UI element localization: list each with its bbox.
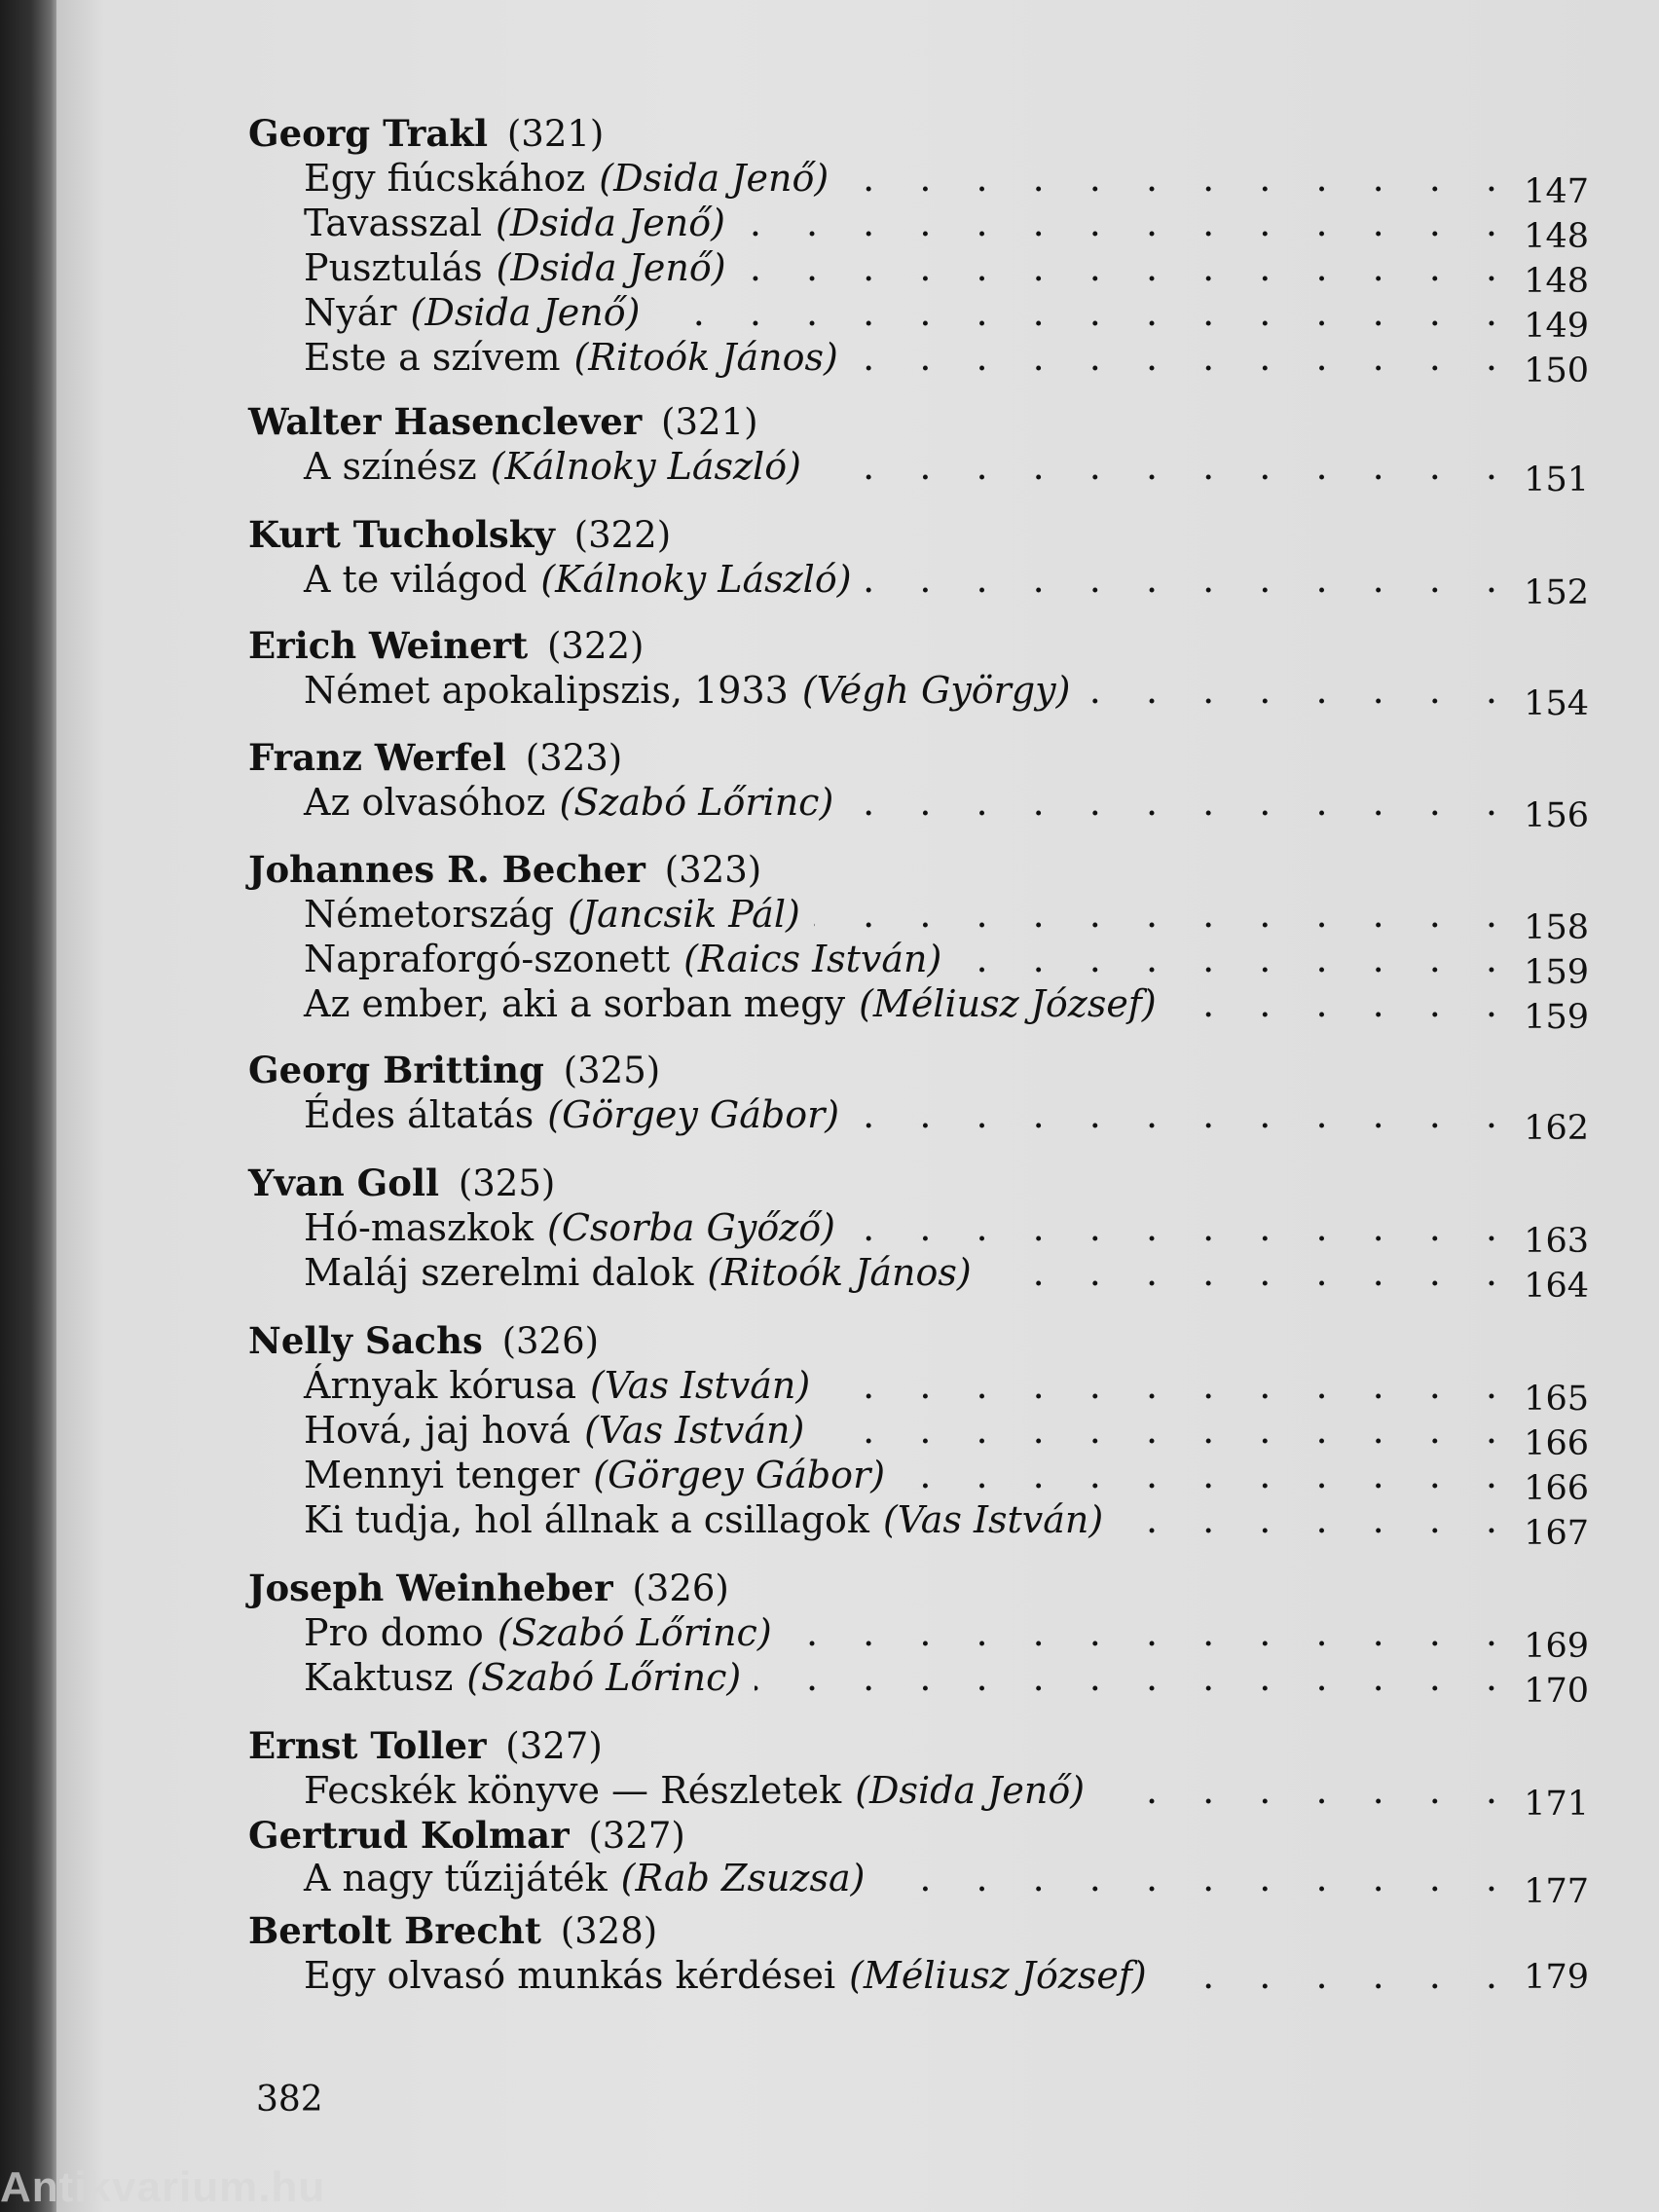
- page-number: 163: [1524, 1222, 1589, 1261]
- page-number: 159: [1524, 998, 1589, 1037]
- toc-entry[interactable]: [304, 1250, 1589, 1306]
- page-number: 171: [1524, 1785, 1589, 1824]
- page-number: 152: [1524, 573, 1589, 612]
- translator: (Végh György): [801, 669, 1071, 712]
- poem-title: Maláj szerelmi dalok: [304, 1251, 694, 1294]
- page-number: 164: [1524, 1267, 1589, 1306]
- poem-title: Német apokalipszis, 1933: [304, 669, 789, 712]
- toc-entry[interactable]: [304, 1497, 1589, 1553]
- poem-title: Nyár: [304, 291, 397, 334]
- page-number: 158: [1524, 908, 1589, 947]
- poem-title: Árnyak kórusa: [304, 1364, 577, 1407]
- page-number: 170: [1524, 1672, 1589, 1711]
- leader-dots: [653, 290, 1497, 335]
- translator: (Raics István): [683, 938, 942, 980]
- toc-entry[interactable]: [304, 780, 1589, 835]
- page-number: 156: [1524, 796, 1589, 835]
- poem-title: Kaktusz: [304, 1656, 454, 1699]
- toc-entry[interactable]: [304, 1408, 1589, 1463]
- author-name: Georg Trakl: [248, 112, 489, 155]
- translator: (Ritoók János): [707, 1251, 972, 1294]
- translator: (Szabó Lőrinc): [497, 1611, 772, 1654]
- author-heading: [248, 623, 1514, 669]
- author-heading: [248, 111, 1514, 157]
- author-name: Johannes R. Becher: [248, 848, 645, 891]
- toc-entry[interactable]: [304, 1610, 1589, 1666]
- translator: (Vas István): [882, 1498, 1104, 1541]
- translator: (Vas István): [590, 1364, 811, 1407]
- poem-title: Napraforgó-szonett: [304, 938, 671, 980]
- toc-entry[interactable]: [304, 1092, 1589, 1148]
- toc-entry[interactable]: [304, 981, 1589, 1037]
- author-name: Erich Weinert: [248, 624, 529, 667]
- translator: (Ritoók János): [573, 336, 838, 379]
- poem-title: Hová, jaj hová: [304, 1409, 571, 1452]
- translator: (Dsida Jenő): [496, 202, 725, 244]
- author-heading: [248, 1908, 1514, 1954]
- poem-title: Tavasszal: [304, 202, 483, 244]
- toc-entry[interactable]: [304, 1953, 1589, 1998]
- author-page-ref: (326): [501, 1320, 600, 1362]
- leader-dots: [818, 1408, 1497, 1453]
- leader-dots: [824, 1363, 1497, 1408]
- toc-entry[interactable]: [304, 335, 1589, 390]
- toc-entry[interactable]: [304, 156, 1589, 211]
- page-number: 179: [1524, 1958, 1589, 1997]
- toc-entry[interactable]: [304, 444, 1589, 499]
- translator: (Jancsik Pál): [568, 893, 800, 936]
- poem-title: Az ember, aki a sorban megy: [304, 982, 846, 1025]
- toc-entry[interactable]: [304, 245, 1589, 301]
- translator: (Kálnoky László): [540, 558, 852, 601]
- leader-dots: [739, 201, 1497, 245]
- author-heading: [248, 1318, 1514, 1364]
- toc-entry[interactable]: [304, 937, 1589, 992]
- poem-title: A nagy tűzijáték: [304, 1857, 608, 1899]
- author-name: Yvan Goll: [248, 1161, 440, 1204]
- translator: (Csorba Győző): [547, 1206, 835, 1249]
- toc-entry[interactable]: [304, 1856, 1589, 1911]
- author-heading: [248, 512, 1514, 558]
- translator: (Méliusz József): [859, 982, 1157, 1025]
- author-heading: [248, 1566, 1514, 1611]
- author-heading: [248, 1723, 1514, 1769]
- author-heading: [248, 847, 1514, 893]
- author-heading: [248, 735, 1514, 781]
- author-page-ref: (323): [525, 737, 623, 779]
- author-page-ref: (327): [505, 1725, 603, 1767]
- poem-title: Egy olvasó munkás kérdései: [304, 1954, 836, 1997]
- leader-dots: [814, 892, 1497, 937]
- leader-dots: [847, 780, 1497, 825]
- translator: (Méliusz József): [849, 1954, 1147, 1997]
- toc-entry[interactable]: [304, 201, 1589, 256]
- page-number: 150: [1524, 351, 1589, 390]
- author-page-ref: (325): [458, 1162, 556, 1204]
- author-heading: [248, 399, 1514, 445]
- leader-dots: [755, 1655, 1497, 1700]
- watermark: Antikvarium.hu: [0, 2163, 326, 2211]
- page-number: 148: [1524, 217, 1589, 256]
- leader-dots: [878, 1856, 1497, 1900]
- poem-title: Pro domo: [304, 1611, 484, 1654]
- author-page-ref: (322): [547, 625, 645, 667]
- author-heading: [248, 1813, 1514, 1859]
- author-page-ref: (321): [506, 113, 605, 155]
- author-name: Kurt Tucholsky: [248, 513, 555, 556]
- leader-dots: [849, 1205, 1497, 1250]
- poem-title: Fecskék könyve — Részletek: [304, 1769, 842, 1812]
- page-number: 148: [1524, 262, 1589, 301]
- page-number: 162: [1524, 1109, 1589, 1148]
- leader-dots: [985, 1250, 1497, 1295]
- poem-title: Ki tudja, hol állnak a csillagok: [304, 1498, 869, 1541]
- translator: (Dsida Jenő): [855, 1769, 1086, 1812]
- author-name: Walter Hasenclever: [248, 400, 643, 443]
- poem-title: Hó-maszkok: [304, 1206, 534, 1249]
- leader-dots: [1161, 1953, 1497, 1998]
- author-page-ref: (326): [632, 1567, 729, 1609]
- toc-entry[interactable]: [304, 1205, 1589, 1261]
- author-page-ref: (328): [560, 1910, 658, 1952]
- author-page-ref: (327): [588, 1815, 685, 1857]
- leader-dots: [899, 1453, 1497, 1497]
- poem-title: A színész: [304, 445, 477, 488]
- author-name: Joseph Weinheber: [248, 1567, 613, 1609]
- page-number: 166: [1524, 1424, 1589, 1463]
- page-number: 154: [1524, 684, 1589, 723]
- author-page-ref: (322): [573, 514, 672, 556]
- translator: (Görgey Gábor): [593, 1454, 886, 1496]
- page-number: 166: [1524, 1469, 1589, 1508]
- author-name: Franz Werfel: [248, 736, 506, 779]
- toc-entry[interactable]: [304, 1453, 1589, 1508]
- translator: (Dsida Jenő): [599, 157, 830, 200]
- leader-dots: [853, 1092, 1497, 1137]
- page-number: 147: [1524, 172, 1589, 211]
- translator: (Vas István): [584, 1409, 805, 1452]
- leader-dots: [1117, 1497, 1497, 1542]
- author-name: Nelly Sachs: [248, 1319, 483, 1362]
- translator: (Kálnoky László): [490, 445, 801, 488]
- page-number: 165: [1524, 1380, 1589, 1419]
- author-heading: [248, 1048, 1514, 1093]
- translator: (Rab Zsuzsa): [620, 1857, 866, 1899]
- poem-title: Németország: [304, 893, 555, 936]
- author-heading: [248, 1161, 1514, 1206]
- leader-dots: [1098, 1768, 1497, 1813]
- poem-title: Egy fiúcskához: [304, 157, 586, 200]
- translator: (Szabó Lőrinc): [466, 1656, 742, 1699]
- translator: (Szabó Lőrinc): [559, 781, 834, 824]
- page-number-footer: 382: [256, 2080, 323, 2120]
- translator: (Dsida Jenő): [496, 246, 726, 289]
- poem-title: A te világod: [304, 558, 528, 601]
- page-number: 149: [1524, 307, 1589, 346]
- author-page-ref: (325): [563, 1050, 661, 1091]
- poem-title: Pusztulás: [304, 246, 483, 289]
- leader-dots: [740, 245, 1497, 290]
- toc-entry[interactable]: [304, 290, 1589, 346]
- page-number: 151: [1524, 461, 1589, 499]
- toc-entry[interactable]: [304, 892, 1589, 947]
- leader-dots: [842, 156, 1497, 201]
- author-page-ref: (323): [664, 849, 762, 891]
- translator: (Görgey Gábor): [547, 1093, 840, 1136]
- leader-dots: [866, 557, 1497, 602]
- leader-dots: [1084, 668, 1497, 713]
- page-number: 177: [1524, 1872, 1589, 1911]
- poem-title: Este a szívem: [304, 336, 561, 379]
- toc-entry[interactable]: [304, 1363, 1589, 1419]
- leader-dots: [786, 1610, 1497, 1655]
- page-number: 167: [1524, 1514, 1589, 1553]
- translator: (Dsida Jenő): [410, 291, 641, 334]
- toc-entry[interactable]: [304, 1768, 1589, 1824]
- poem-title: Mennyi tenger: [304, 1454, 580, 1496]
- poem-title: Édes áltatás: [304, 1093, 535, 1136]
- author-name: Bertolt Brecht: [248, 1909, 541, 1952]
- leader-dots: [955, 937, 1497, 981]
- leader-dots: [1170, 981, 1497, 1026]
- toc-entry[interactable]: [304, 668, 1589, 723]
- author-name: Gertrud Kolmar: [248, 1814, 570, 1857]
- page-number: 159: [1524, 953, 1589, 992]
- page-number: 169: [1524, 1627, 1589, 1666]
- leader-dots: [852, 335, 1497, 380]
- toc-entry[interactable]: [304, 557, 1589, 612]
- poem-title: Az olvasóhoz: [304, 781, 546, 824]
- author-page-ref: (321): [661, 401, 758, 443]
- author-name: Ernst Toller: [248, 1724, 487, 1767]
- toc-entry[interactable]: [304, 1655, 1589, 1711]
- leader-dots: [815, 444, 1497, 489]
- author-name: Georg Britting: [248, 1049, 544, 1091]
